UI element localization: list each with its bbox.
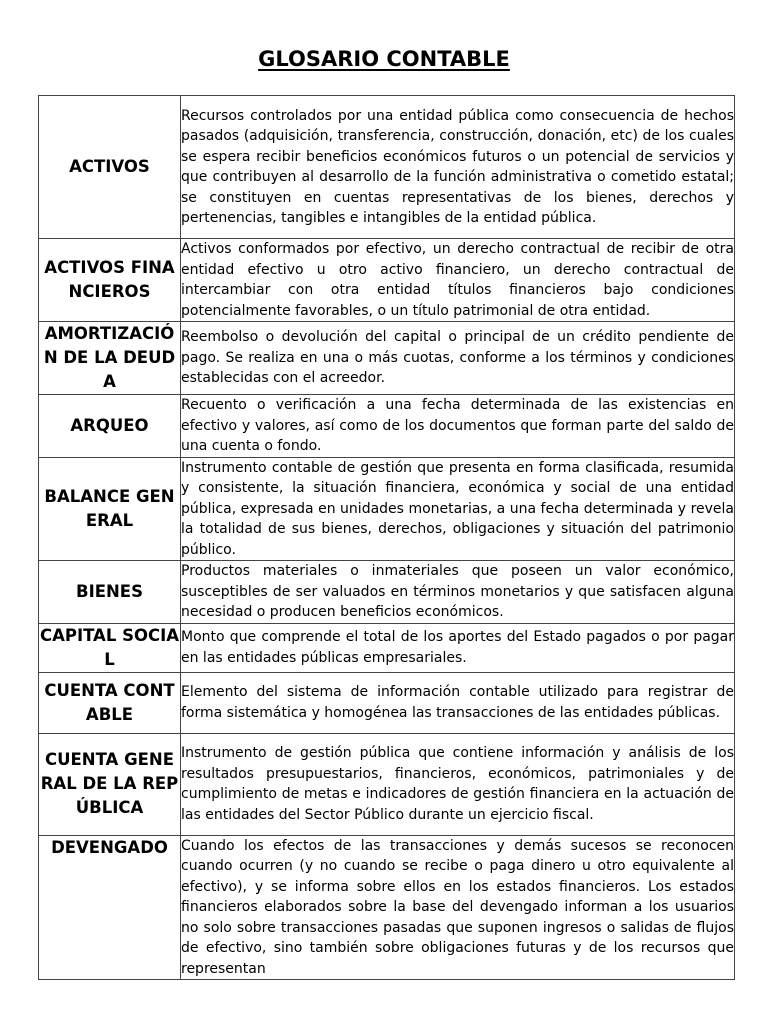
table-row [39, 239, 735, 322]
table-row [39, 561, 735, 624]
table-row [39, 672, 735, 733]
page-title-text: GLOSARIO CONTABLE [258, 47, 510, 71]
glossary-definition [181, 733, 735, 835]
table-row [39, 322, 735, 395]
glossary-definition-text: Cuando los efectos de las transacciones y demás sucesos se reconocen cuando ocurren (y no cuando se recibe o paga dinero u otro equivalente al efectivo), y se informa sobre ellos en los estados financieros. Los estados financieros elaborados sobre la base del devengado informan a los usuarios no solo sobre transacciones pasadas que suponen ingresos o salidas de flujos de efectivo, sino también sobre obligaciones futuras y de los recursos que representan [181, 837, 734, 977]
glossary-definition-text: Instrumento contable de gestión que presenta en forma clasificada, resumida y consistente, la situación financiera, económica y social de una entidad pública, expresada en unidades monetarias, a una fecha determinada y revela la totalidad de sus bienes, derechos, obligaciones y situación del patrimonio público. [181, 459, 734, 558]
glossary-term: AMORTIZACIÓN DE LA DEUDA [39, 322, 181, 395]
glossary-definition-text: Productos materiales o inmateriales que poseen un valor económico, susceptibles de ser valuados en términos monetarios y que satisfacen alguna necesidad o producen beneficios económicos. [181, 563, 734, 620]
glossary-definition-text: Recuento o verificación a una fecha determinada de las existencias en efectivo y valores, así como de los documentos que forman parte del saldo de una cuenta o fondo. [181, 397, 734, 454]
glossary-term: ARQUEO [39, 395, 181, 458]
table-row [39, 733, 735, 835]
glossary-term: CUENTA CONTABLE [39, 672, 181, 733]
table-row [39, 835, 735, 980]
glossary-definition [181, 96, 735, 239]
glossary-term: BIENES [39, 561, 181, 624]
glossary-definition [181, 561, 735, 624]
glossary-definition [181, 835, 735, 980]
glossary-definition-text: Reembolso o devolución del capital o principal de un crédito pendiente de pago. Se realiza en una o más cuotas, conforme a los términos y condiciones establecidas con el acreedor. [181, 329, 734, 387]
glossary-term: CAPITAL SOCIAL [39, 623, 181, 672]
table-row [39, 395, 735, 458]
table-row [39, 457, 735, 561]
page-title [0, 44, 768, 74]
glossary-term: BALANCE GENERAL [39, 457, 181, 561]
table-row [39, 623, 735, 672]
glossary-definition [181, 623, 735, 672]
glossary-definition-text: Recursos controlados por una entidad pública como consecuencia de hechos pasados (adquisición, transferencia, construcción, donación, etc) de los cuales se espera recibir beneficios económicos futuros o un potencial de servicios y que contribuyen al desarrollo de la función administrativa o cometido estatal; se constituyen en cuentas representativas de los bienes, derechos y pertenencias, tangibles e intangibles de la entidad pública. [181, 107, 734, 226]
glossary-definition [181, 457, 735, 561]
table-row [39, 96, 735, 239]
glossary-definition-text: Monto que comprende el total de los aportes del Estado pagados o por pagar en las entidades públicas empresariales. [181, 629, 734, 666]
glossary-term: ACTIVOS [39, 96, 181, 239]
glossary-term: DEVENGADO [39, 835, 181, 980]
glossary-table [38, 95, 735, 980]
glossary-definition-text: Activos conformados por efectivo, un derecho contractual de recibir de otra entidad efectivo u otro activo financiero, un derecho contractual de intercambiar con otra entidad títulos financieros bajo condiciones potencialmente favorables, o un título patrimonial de otra entidad. [181, 241, 734, 319]
glossary-definition [181, 239, 735, 322]
glossary-term: ACTIVOS FINANCIEROS [39, 239, 181, 322]
glossary-term: CUENTA GENERAL DE LA REPÚBLICA [39, 733, 181, 835]
glossary-definition-text: Elemento del sistema de información contable utilizado para registrar de forma sistemática y homogénea las transacciones de las entidades públicas. [181, 684, 734, 721]
glossary-definition [181, 395, 735, 458]
glossary-definition-text: Instrumento de gestión pública que contiene información y análisis de los resultados presupuestarios, financieros, económicos, patrimoniales y de cumplimiento de metas e indicadores de gestión financiera en la actuación de las entidades del Sector Público durante un ejercicio fiscal. [181, 745, 734, 823]
glossary-definition [181, 672, 735, 733]
glossary-definition [181, 322, 735, 395]
